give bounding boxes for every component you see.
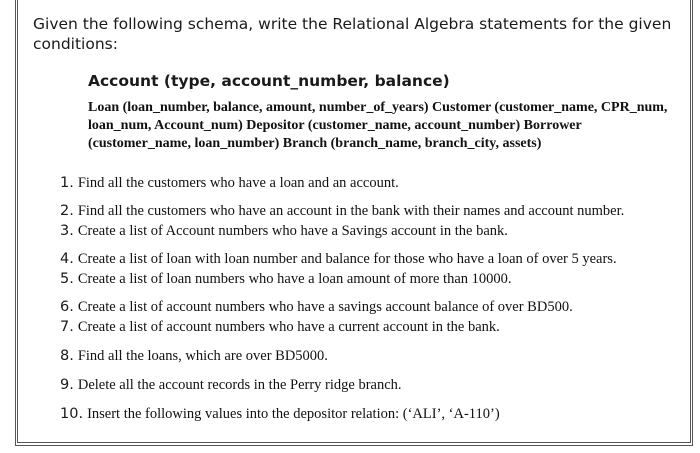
question-number: 9. — [60, 377, 74, 393]
question-text: Delete all the account records in the Perry ridge branch. — [77, 377, 402, 393]
schema-relations: Loan (loan_number, balance, amount, number_of_years) Customer (customer_name, CPR_num, loan_num, Account_num) Depositor (customer_name, account_number) Borrower (customer_name, loan_number) Branch (branch_name, branch_city, assets) — [88, 100, 668, 151]
question-text: Insert the following values into the depositor relation: (‘ALI’, ‘A-110’) — [87, 406, 500, 422]
question-number: 3. — [60, 223, 74, 239]
question-item — [60, 376, 402, 394]
question-number: 8. — [60, 348, 74, 364]
question-text: Find all the customers who have a loan and an account. — [77, 175, 399, 191]
question-text: Create a list of Account numbers who have a Savings account in the bank. — [77, 223, 508, 239]
question-item — [60, 405, 500, 423]
question-item — [60, 222, 508, 240]
question-item — [60, 298, 573, 316]
question-item — [60, 318, 500, 336]
question-number: 4. — [60, 251, 74, 267]
intro-text: Given the following schema, write the Relational Algebra statements for the given conditions: — [33, 15, 672, 53]
question-number: 10. — [60, 406, 84, 422]
question-item — [60, 202, 624, 220]
question-text: Create a list of account numbers who have a savings account balance of over BD500. — [77, 299, 573, 315]
question-text: Create a list of account numbers who have a current account in the bank. — [77, 319, 500, 335]
question-text: Create a list of loan with loan number and balance for those who have a loan of over 5 years. — [77, 251, 617, 267]
question-text: Create a list of loan numbers who have a loan amount of more than 10000. — [77, 271, 512, 287]
question-number: 2. — [60, 203, 74, 219]
question-item — [60, 250, 617, 268]
question-number: 7. — [60, 319, 74, 335]
question-text: Find all the loans, which are over BD5000. — [77, 348, 328, 364]
question-item — [60, 174, 399, 192]
question-item — [60, 270, 512, 288]
question-number: 6. — [60, 299, 74, 315]
schema-title: Account (type, account_number, balance) — [88, 72, 450, 90]
question-item — [60, 347, 328, 365]
question-text: Find all the customers who have an account in the bank with their names and account number. — [77, 203, 625, 219]
question-number: 1. — [60, 175, 74, 191]
question-number: 5. — [60, 271, 74, 287]
